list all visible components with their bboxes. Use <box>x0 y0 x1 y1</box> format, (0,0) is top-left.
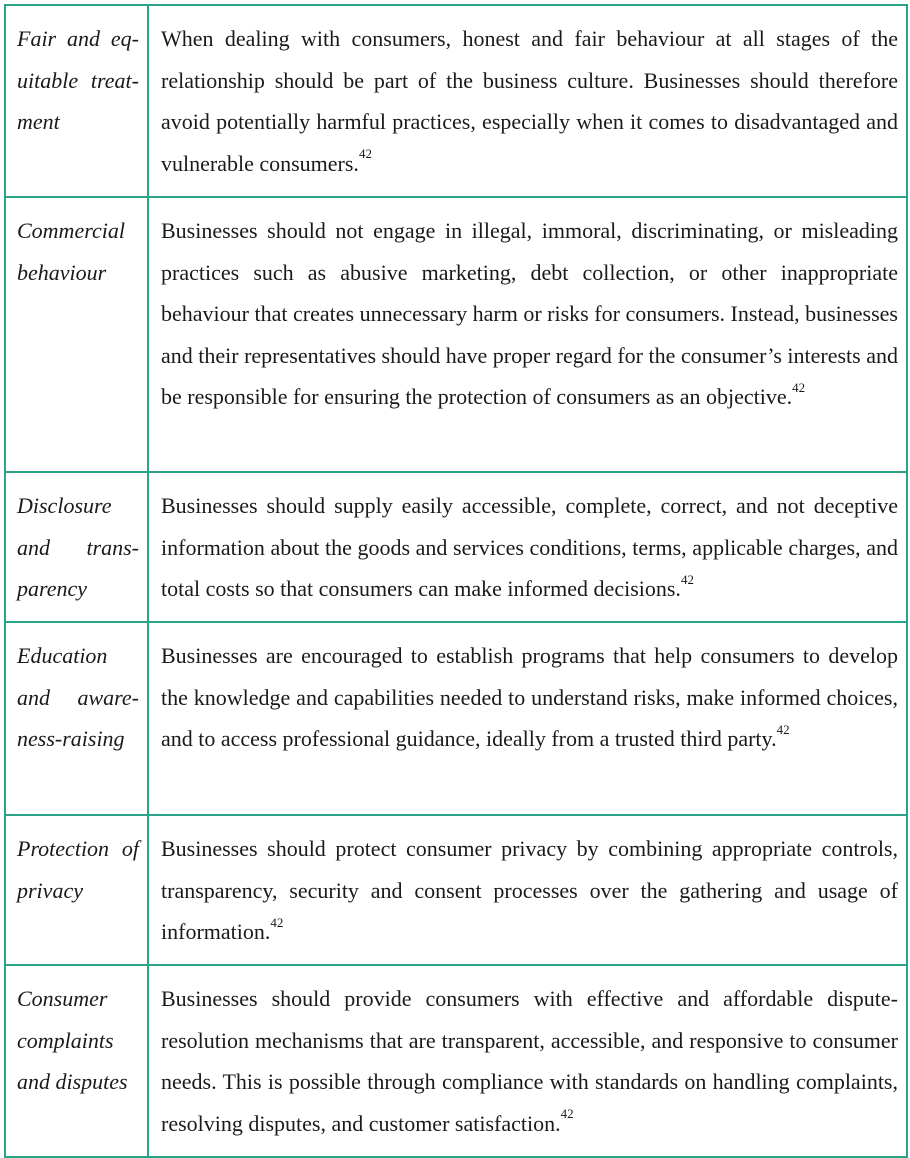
principles-table <box>4 4 908 1158</box>
row-term: Disclosure and trans-parency <box>4 473 149 621</box>
table-row <box>4 196 908 471</box>
row-description <box>149 198 908 471</box>
footnote-ref: 42 <box>776 721 790 737</box>
row-term: Commercial behaviour <box>4 198 149 471</box>
row-description-text: Businesses should protect consumer privacy by combining appropriate controls, transparency, security and consent processes over the gathering and usage of information. <box>161 836 898 944</box>
table-row <box>4 621 908 814</box>
row-description-text: Businesses should supply easily accessible, complete, correct, and not deceptive information about the goods and services conditions, terms, applicable charges, and total costs so that consumers can make informed decisions. <box>161 493 898 601</box>
row-description <box>149 966 908 1156</box>
row-term: Protection of privacy <box>4 816 149 964</box>
row-term: Fair and eq-uitable treat-ment <box>4 6 149 196</box>
footnote-ref: 42 <box>680 571 694 587</box>
row-description-text: Businesses should provide consumers with effective and affordable dispute-resolution mechanisms that are transparent, accessible, and responsive to consumer needs. This is possible through compliance with standards on handling complaints, resolving disputes, and customer satisfaction. <box>161 986 898 1136</box>
row-description-text: When dealing with consumers, honest and fair behaviour at all stages of the relationship should be part of the business culture. Businesses should therefore avoid potentially harmful practices, especially when it comes to disadvantaged and vulnerable consumers. <box>161 26 898 176</box>
row-term: Education and aware-ness-raising <box>4 623 149 814</box>
table-row <box>4 471 908 621</box>
table-row <box>4 964 908 1158</box>
table-row <box>4 4 908 196</box>
row-term: Consumer complaints and disputes <box>4 966 149 1156</box>
row-description <box>149 623 908 814</box>
table-row <box>4 814 908 964</box>
row-description <box>149 816 908 964</box>
footnote-ref: 42 <box>792 379 806 395</box>
row-description <box>149 6 908 196</box>
footnote-ref: 42 <box>560 1106 574 1122</box>
row-description-text: Businesses should not engage in illegal, immoral, discriminating, or misleading practices such as abusive marketing, debt collection, or other inappropriate behaviour that creates unnecessary harm or risks for consumers. Instead, businesses and their representatives should have proper regard for the consumer’s interests and be responsible for ensuring the protection of consumers as an objective. <box>161 218 898 409</box>
row-description <box>149 473 908 621</box>
footnote-ref: 42 <box>270 914 284 930</box>
row-description-text: Businesses are encouraged to establish programs that help consumers to develop the knowledge and capabilities needed to understand risks, make informed choices, and to access professional guidance, ideally from a trusted third party. <box>161 643 898 751</box>
footnote-ref: 42 <box>358 146 372 162</box>
